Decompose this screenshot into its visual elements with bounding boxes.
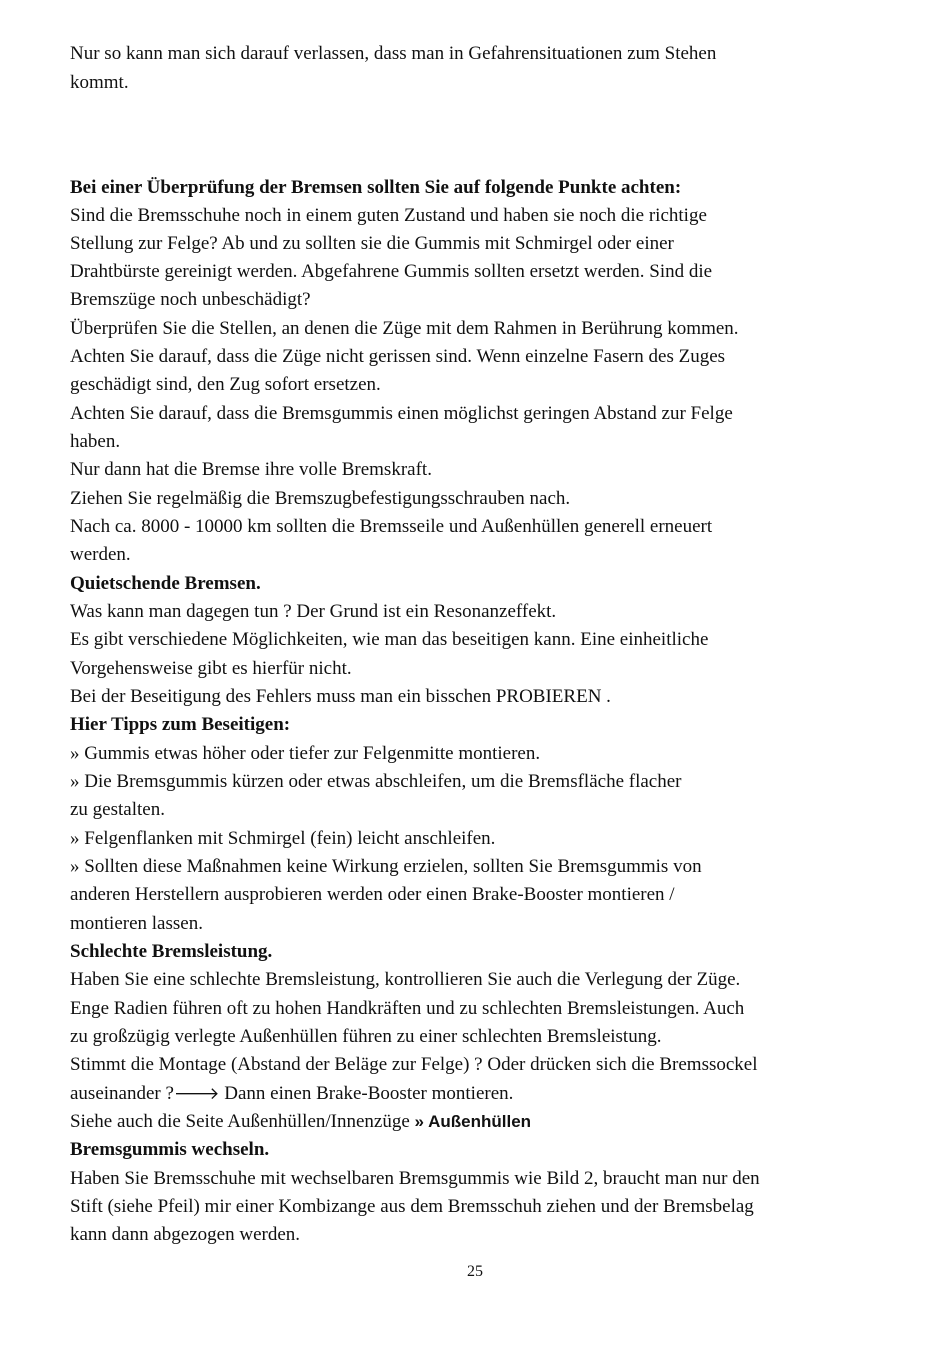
body-text-fragment: Siehe auch die Seite Außenhüllen/Innenzüge [70, 1111, 415, 1132]
aussenhuellen-link[interactable]: » Außenhüllen [414, 1112, 532, 1131]
body-text-line: Bremszüge noch unbeschädigt? [70, 289, 311, 310]
section-heading-poor-braking: Schlechte Bremsleistung. [70, 941, 273, 962]
page-number: 25 [467, 1263, 483, 1280]
body-text-line: Nur dann hat die Bremse ihre volle Bremskraft. [70, 459, 432, 480]
section-heading-squeaking: Quietschende Bremsen. [70, 573, 261, 594]
body-text-line: kommt. [70, 72, 129, 93]
body-text-line [70, 1080, 513, 1108]
tip-item: » Gummis etwas höher oder tiefer zur Felgenmitte montieren. [70, 743, 541, 764]
body-text-line: Überprüfen Sie die Stellen, an denen die Züge mit dem Rahmen in Berührung kommen. [70, 318, 739, 339]
body-text-line: Stift (siehe Pfeil) mir einer Kombizange aus dem Bremsschuh ziehen und der Bremsbelag [70, 1196, 754, 1217]
body-text-line: Nur so kann man sich darauf verlassen, dass man in Gefahrensituationen zum Stehen [70, 43, 717, 64]
body-text-line: kann dann abgezogen werden. [70, 1224, 301, 1245]
section-heading-tips: Hier Tipps zum Beseitigen: [70, 714, 291, 735]
body-text-line: Drahtbürste gereinigt werden. Abgefahrene Gummis sollten ersetzt werden. Sind die [70, 261, 713, 282]
body-text-line: werden. [70, 544, 131, 565]
body-text-line: Was kann man dagegen tun ? Der Grund ist ein Resonanzeffekt. [70, 601, 557, 622]
body-text-line: Bei der Beseitigung des Fehlers muss man ein bisschen PROBIEREN . [70, 686, 611, 707]
body-text-fragment: Dann einen Brake-Booster montieren. [219, 1083, 514, 1104]
section-heading-inspection: Bei einer Überprüfung der Bremsen sollten Sie auf folgende Punkte achten: [70, 177, 682, 198]
body-text-line: Stimmt die Montage (Abstand der Beläge zur Felge) ? Oder drücken sich die Bremssockel [70, 1054, 758, 1075]
tip-item: anderen Herstellern ausprobieren werden oder einen Brake-Booster montieren / [70, 884, 675, 905]
body-text-line [70, 1108, 531, 1136]
body-text-line: geschädigt sind, den Zug sofort ersetzen. [70, 374, 381, 395]
body-text-line: Sind die Bremsschuhe noch in einem guten Zustand und haben sie noch die richtige [70, 205, 707, 226]
section-heading-pads: Bremsgummis wechseln. [70, 1139, 270, 1160]
body-text-line: haben. [70, 431, 121, 452]
body-text-line: Ziehen Sie regelmäßig die Bremszugbefestigungsschrauben nach. [70, 488, 571, 509]
tip-item: » Sollten diese Maßnahmen keine Wirkung erzielen, sollten Sie Bremsgummis von [70, 856, 702, 877]
arrow-right-icon: 🡒 [173, 1084, 220, 1104]
body-text-line: Vorgehensweise gibt es hierfür nicht. [70, 658, 352, 679]
body-text-line: Nach ca. 8000 - 10000 km sollten die Bremsseile und Außenhüllen generell erneuert [70, 516, 713, 537]
body-text-line: Es gibt verschiedene Möglichkeiten, wie man das beseitigen kann. Eine einheitliche [70, 629, 709, 650]
body-text-line: Enge Radien führen oft zu hohen Handkräften und zu schlechten Bremsleistungen. Auch [70, 998, 745, 1019]
tip-item: montieren lassen. [70, 913, 203, 934]
body-text-line: Haben Sie eine schlechte Bremsleistung, kontrollieren Sie auch die Verlegung der Züge. [70, 969, 741, 990]
body-text-fragment: auseinander ? [70, 1083, 174, 1104]
body-text-line: Achten Sie darauf, dass die Züge nicht gerissen sind. Wenn einzelne Fasern des Zuges [70, 346, 726, 367]
body-text-line: Achten Sie darauf, dass die Bremsgummis einen möglichst geringen Abstand zur Felge [70, 403, 733, 424]
tip-item: » Felgenflanken mit Schmirgel (fein) leicht anschleifen. [70, 828, 496, 849]
body-text-line: zu großzügig verlegte Außenhüllen führen zu einer schlechten Bremsleistung. [70, 1026, 662, 1047]
body-text-line: Haben Sie Bremsschuhe mit wechselbaren Bremsgummis wie Bild 2, braucht man nur den [70, 1168, 760, 1189]
tip-item: zu gestalten. [70, 799, 165, 820]
body-text-line: Stellung zur Felge? Ab und zu sollten sie die Gummis mit Schmirgel oder einer [70, 233, 674, 254]
tip-item: » Die Bremsgummis kürzen oder etwas abschleifen, um die Bremsfläche flacher [70, 771, 682, 792]
